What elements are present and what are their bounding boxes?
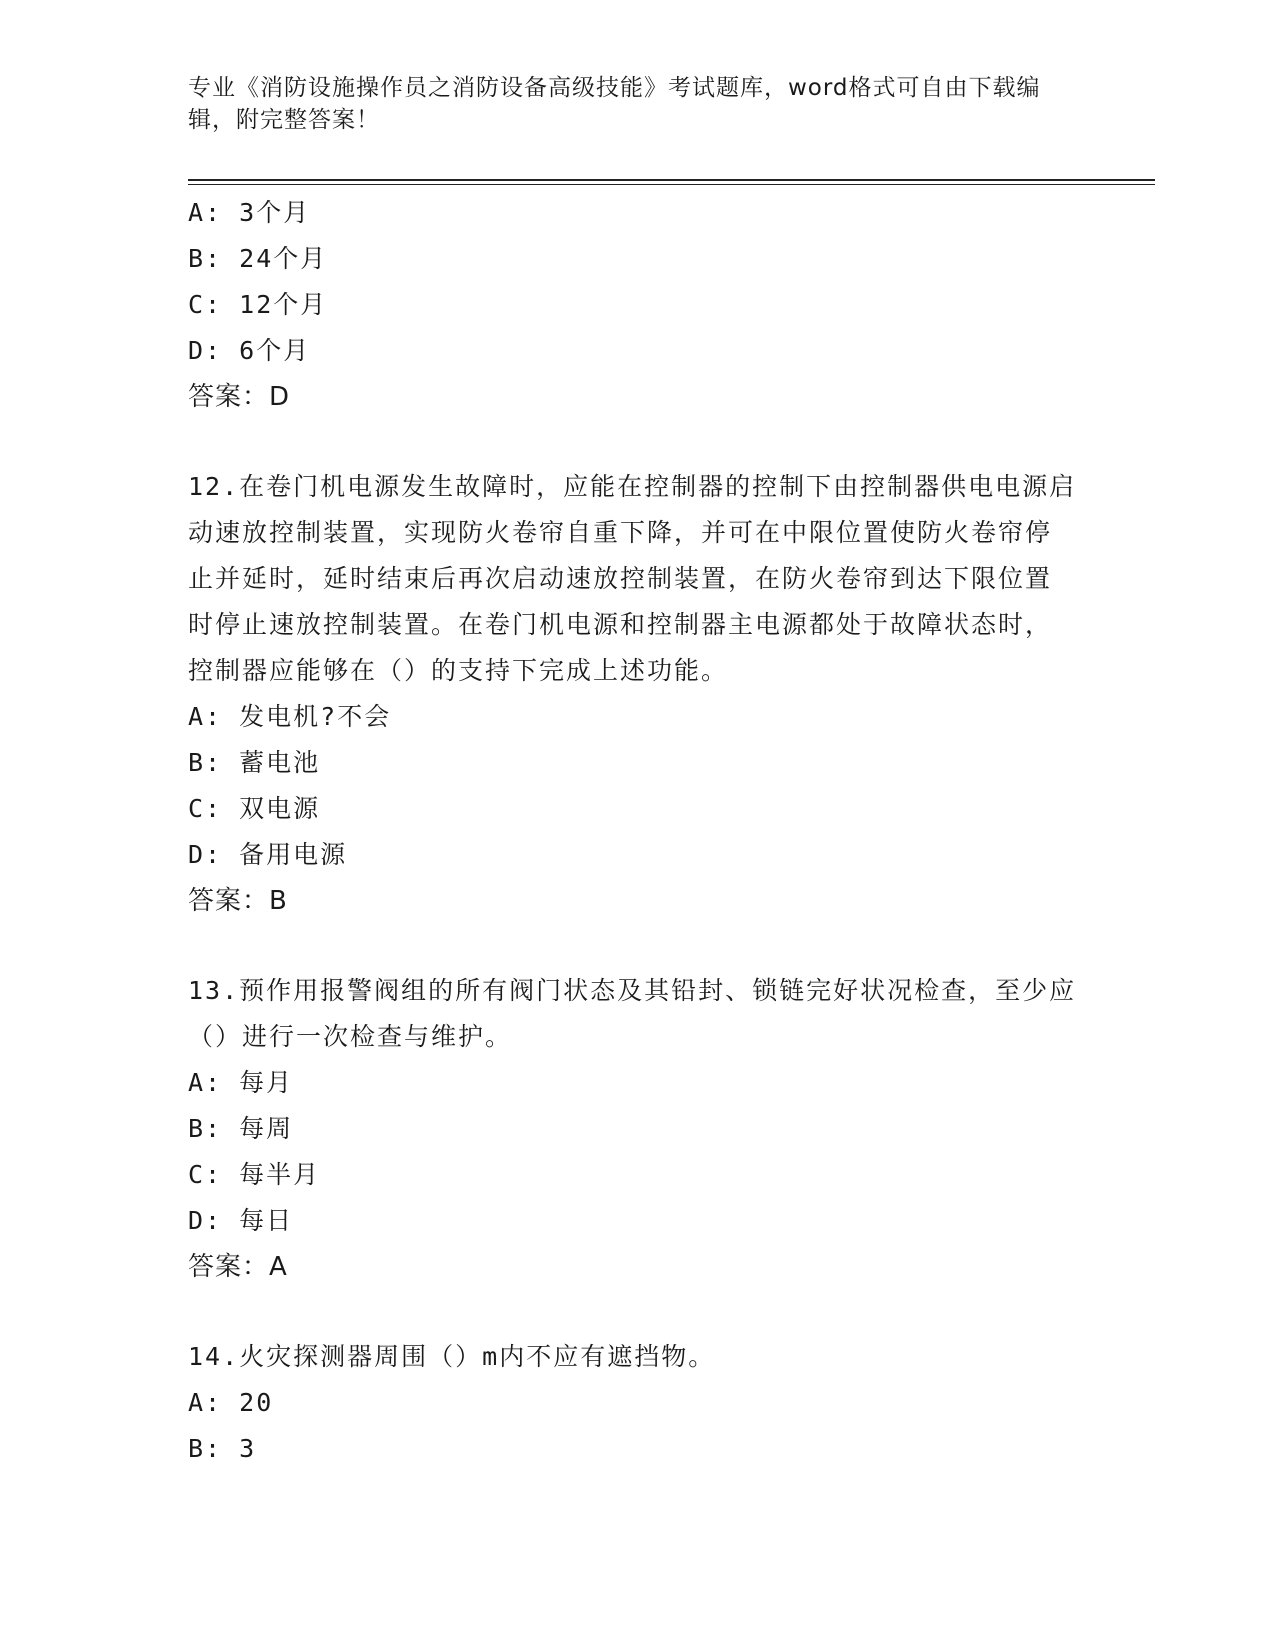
header-rule-thick [188, 179, 1155, 181]
document-header: 专业《消防设施操作员之消防设备高级技能》考试题库，word格式可自由下载编辑，附完整答案！ [188, 75, 1041, 133]
question-spacer [188, 924, 1088, 968]
option-a: A: 3个月 [188, 198, 311, 227]
option-d: D: 6个月 [188, 336, 311, 365]
option-b: B: 蓄电池 [188, 748, 321, 777]
question-content [188, 190, 1088, 1472]
question-spacer [188, 420, 1088, 464]
answer-label: 答案：A [188, 1252, 288, 1282]
option-a: A: 20 [188, 1388, 274, 1417]
option-d: D: 每日 [188, 1206, 294, 1235]
question-14 [188, 1334, 1088, 1472]
question-12 [188, 464, 1088, 924]
header-rule-thin [188, 184, 1155, 185]
option-c: C: 每半月 [188, 1160, 321, 1189]
option-a: A: 每月 [188, 1068, 294, 1097]
option-c: C: 12个月 [188, 290, 328, 319]
option-b: B: 24个月 [188, 244, 328, 273]
option-a: A: 发电机?不会 [188, 702, 392, 731]
option-b: B: 3 [188, 1434, 257, 1463]
question-11 [188, 190, 1088, 420]
option-c: C: 双电源 [188, 794, 321, 823]
option-d: D: 备用电源 [188, 840, 348, 869]
question-stem: 14.火灾探测器周围（）m内不应有遮挡物。 [188, 1342, 716, 1371]
question-spacer [188, 1290, 1088, 1334]
question-13 [188, 968, 1088, 1290]
answer-label: 答案：B [188, 886, 288, 916]
question-stem: 12.在卷门机电源发生故障时，应能在控制器的控制下由控制器供电电源启动速放控制装置，实现防火卷帘自重下降，并可在中限位置使防火卷帘停止并延时，延时结束后再次启动速放控制装置，在防火卷帘到达下限位置时停止速放控制装置。在卷门机电源和控制器主电源都处于故障状态时，控制器应能够在（）的支持下完成上述功能。 [188, 472, 1077, 685]
question-stem: 13.预作用报警阀组的所有阀门状态及其铅封、锁链完好状况检查，至少应（）进行一次检查与维护。 [188, 976, 1077, 1051]
option-b: B: 每周 [188, 1114, 294, 1143]
answer-label: 答案：D [188, 382, 291, 412]
